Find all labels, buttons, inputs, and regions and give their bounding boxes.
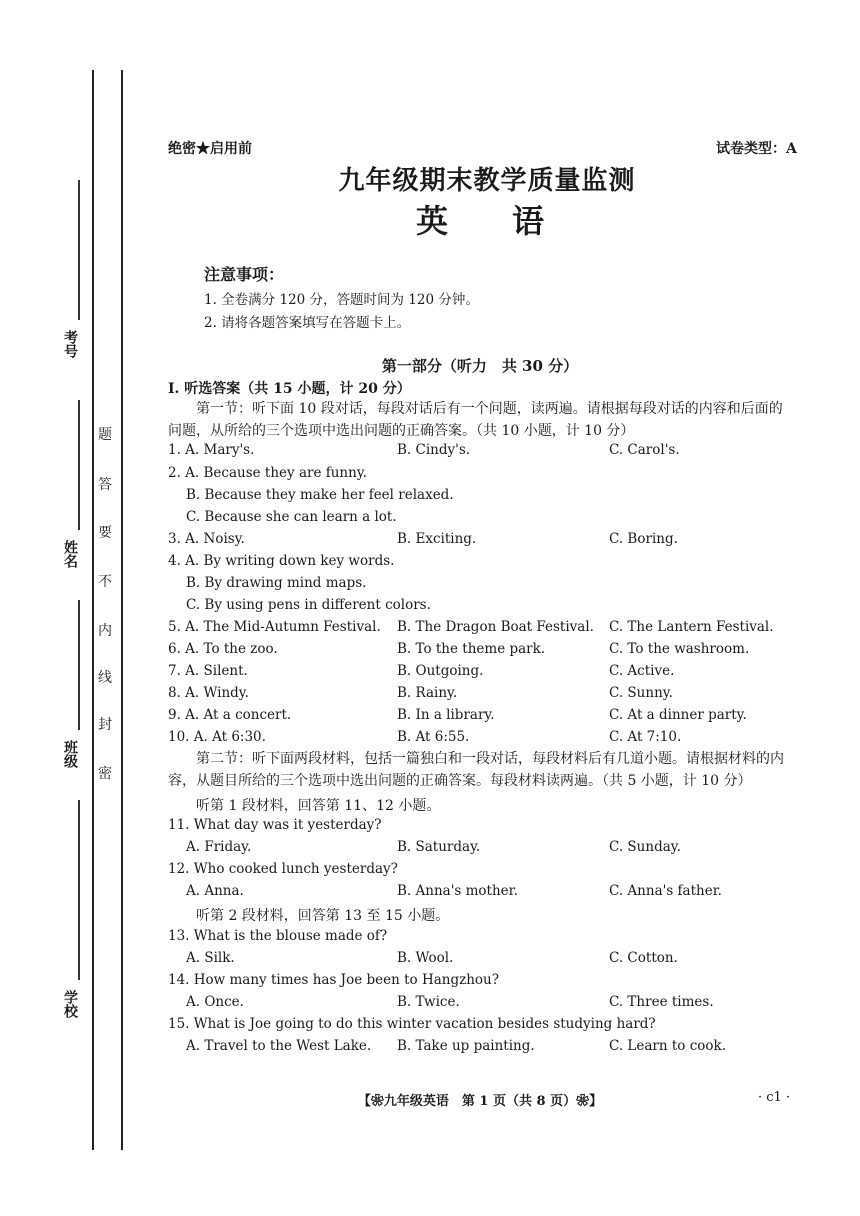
page-footer: 【❀九年级英语 第 1 页（共 8 页）❀】: [357, 1094, 603, 1109]
material2-instruction: 听第 2 段材料，回答第 13 至 15 小题。: [196, 908, 450, 924]
exam-title: 九年级期末教学质量监测: [338, 166, 636, 196]
q14-option-c: C. Three times.: [609, 994, 714, 1010]
q6-option-b: B. To the theme park.: [397, 641, 546, 657]
seal-char-nei: 内: [98, 623, 112, 639]
q11-option-c: C. Sunday.: [609, 839, 681, 855]
q8-option-b: B. Rainy.: [397, 685, 458, 701]
q12-option-b: B. Anna's mother.: [397, 883, 518, 899]
q3-option-a: 3. A. Noisy.: [168, 531, 245, 547]
seal-char-bu: 不: [98, 574, 112, 590]
q13-option-c: C. Cotton.: [609, 950, 678, 966]
q13-stem: 13. What is the blouse made of?: [168, 928, 388, 944]
subject-title: 英 语: [415, 202, 544, 240]
seal-char-ti: 题: [98, 427, 112, 443]
q15-option-a: A. Travel to the West Lake.: [186, 1038, 372, 1054]
q11-option-a: A. Friday.: [186, 839, 252, 855]
q11-option-b: B. Saturday.: [397, 839, 481, 855]
seal-char-mi: 密: [98, 766, 112, 782]
q10-option-a: 10. A. At 6:30.: [168, 729, 266, 745]
class-blank: [78, 600, 80, 730]
q10-option-c: C. At 7:10.: [609, 729, 682, 745]
q7-option-b: B. Outgoing.: [397, 663, 484, 679]
school-blank: [78, 800, 80, 980]
page-code: · c1 ·: [758, 1090, 791, 1105]
q8-option-c: C. Sunny.: [609, 685, 673, 701]
q3-option-b: B. Exciting.: [397, 531, 477, 547]
school-label: 学校: [62, 990, 78, 1018]
q5-option-a: 5. A. The Mid-Autumn Festival.: [168, 619, 381, 635]
note-item-1: 1. 全卷满分 120 分，答题时间为 120 分钟。: [204, 292, 479, 308]
q12-option-a: A. Anna.: [186, 883, 244, 899]
q5-option-c: C. The Lantern Festival.: [609, 619, 774, 635]
q1-option-a: 1. A. Mary's.: [168, 442, 255, 458]
seal-char-feng: 封: [98, 717, 112, 733]
q5-option-b: B. The Dragon Boat Festival.: [397, 619, 594, 635]
section2-instructions: 第二节：听下面两段材料，包括一篇独白和一段对话，每段材料后有几道小题。请根据材料的内容，从题目所给的三个选项中选出问题的正确答案。每段材料读两遍。（共 5 小题，计 10 分）: [168, 751, 784, 789]
material1-instruction: 听第 1 段材料，回答第 11、12 小题。: [196, 798, 441, 814]
q11-stem: 11. What day was it yesterday?: [168, 817, 382, 833]
q14-option-b: B. Twice.: [397, 994, 460, 1010]
q15-stem: 15. What is Joe going to do this winter vacation besides studying hard?: [168, 1016, 656, 1032]
q1-option-b: B. Cindy's.: [397, 442, 471, 458]
q8-option-a: 8. A. Windy.: [168, 685, 249, 701]
seal-char-xian: 线: [98, 670, 112, 686]
notes-heading: 注意事项：: [204, 265, 285, 284]
q2-option-c: C. Because she can learn a lot.: [186, 509, 397, 525]
q7-option-c: C. Active.: [609, 663, 675, 679]
exam-number-label: 考号: [62, 330, 78, 358]
q15-option-b: B. Take up painting.: [397, 1038, 535, 1054]
q9-option-b: B. In a library.: [397, 707, 495, 723]
q13-option-a: A. Silk.: [186, 950, 235, 966]
class-label: 班级: [62, 740, 78, 768]
q14-option-a: A. Once.: [186, 994, 244, 1010]
q7-option-a: 7. A. Silent.: [168, 663, 248, 679]
q12-option-c: C. Anna's father.: [609, 883, 722, 899]
q4-option-b: B. By drawing mind maps.: [186, 575, 367, 591]
section1-instructions: 第一节：听下面 10 段对话，每段对话后有一个问题，读两遍。请根据每段对话的内容和后面的问题，从所给的三个选项中选出问题的正确答案。（共 10 小题，计 10 分）: [168, 401, 783, 439]
section-title: Ⅰ. 听选答案（共 15 小题，计 20 分）: [168, 381, 411, 397]
q9-option-c: C. At a dinner party.: [609, 707, 747, 723]
q1-option-c: C. Carol's.: [609, 442, 680, 458]
confidential-mark: 绝密★启用前: [168, 141, 252, 157]
q4-option-c: C. By using pens in different colors.: [186, 597, 431, 613]
seal-char-da: 答: [98, 477, 112, 493]
q2-option-a: 2. A. Because they are funny.: [168, 465, 367, 481]
q10-option-b: B. At 6:55.: [397, 729, 470, 745]
q3-option-c: C. Boring.: [609, 531, 678, 547]
q4-option-a: 4. A. By writing down key words.: [168, 553, 395, 569]
part1-title: 第一部分（听力 共 30 分）: [381, 357, 579, 375]
q9-option-a: 9. A. At a concert.: [168, 707, 292, 723]
q13-option-b: B. Wool.: [397, 950, 454, 966]
q14-stem: 14. How many times has Joe been to Hangzhou?: [168, 972, 499, 988]
q2-option-b: B. Because they make her feel relaxed.: [186, 487, 454, 503]
seal-char-yao: 要: [98, 525, 112, 541]
name-label: 姓名: [62, 540, 78, 568]
note-item-2: 2. 请将各题答案填写在答题卡上。: [204, 315, 411, 331]
q12-stem: 12. Who cooked lunch yesterday?: [168, 861, 398, 877]
q6-option-a: 6. A. To the zoo.: [168, 641, 278, 657]
q6-option-c: C. To the washroom.: [609, 641, 750, 657]
name-blank: [78, 400, 80, 530]
paper-type: 试卷类型：A: [716, 141, 797, 157]
q15-option-c: C. Learn to cook.: [609, 1038, 727, 1054]
